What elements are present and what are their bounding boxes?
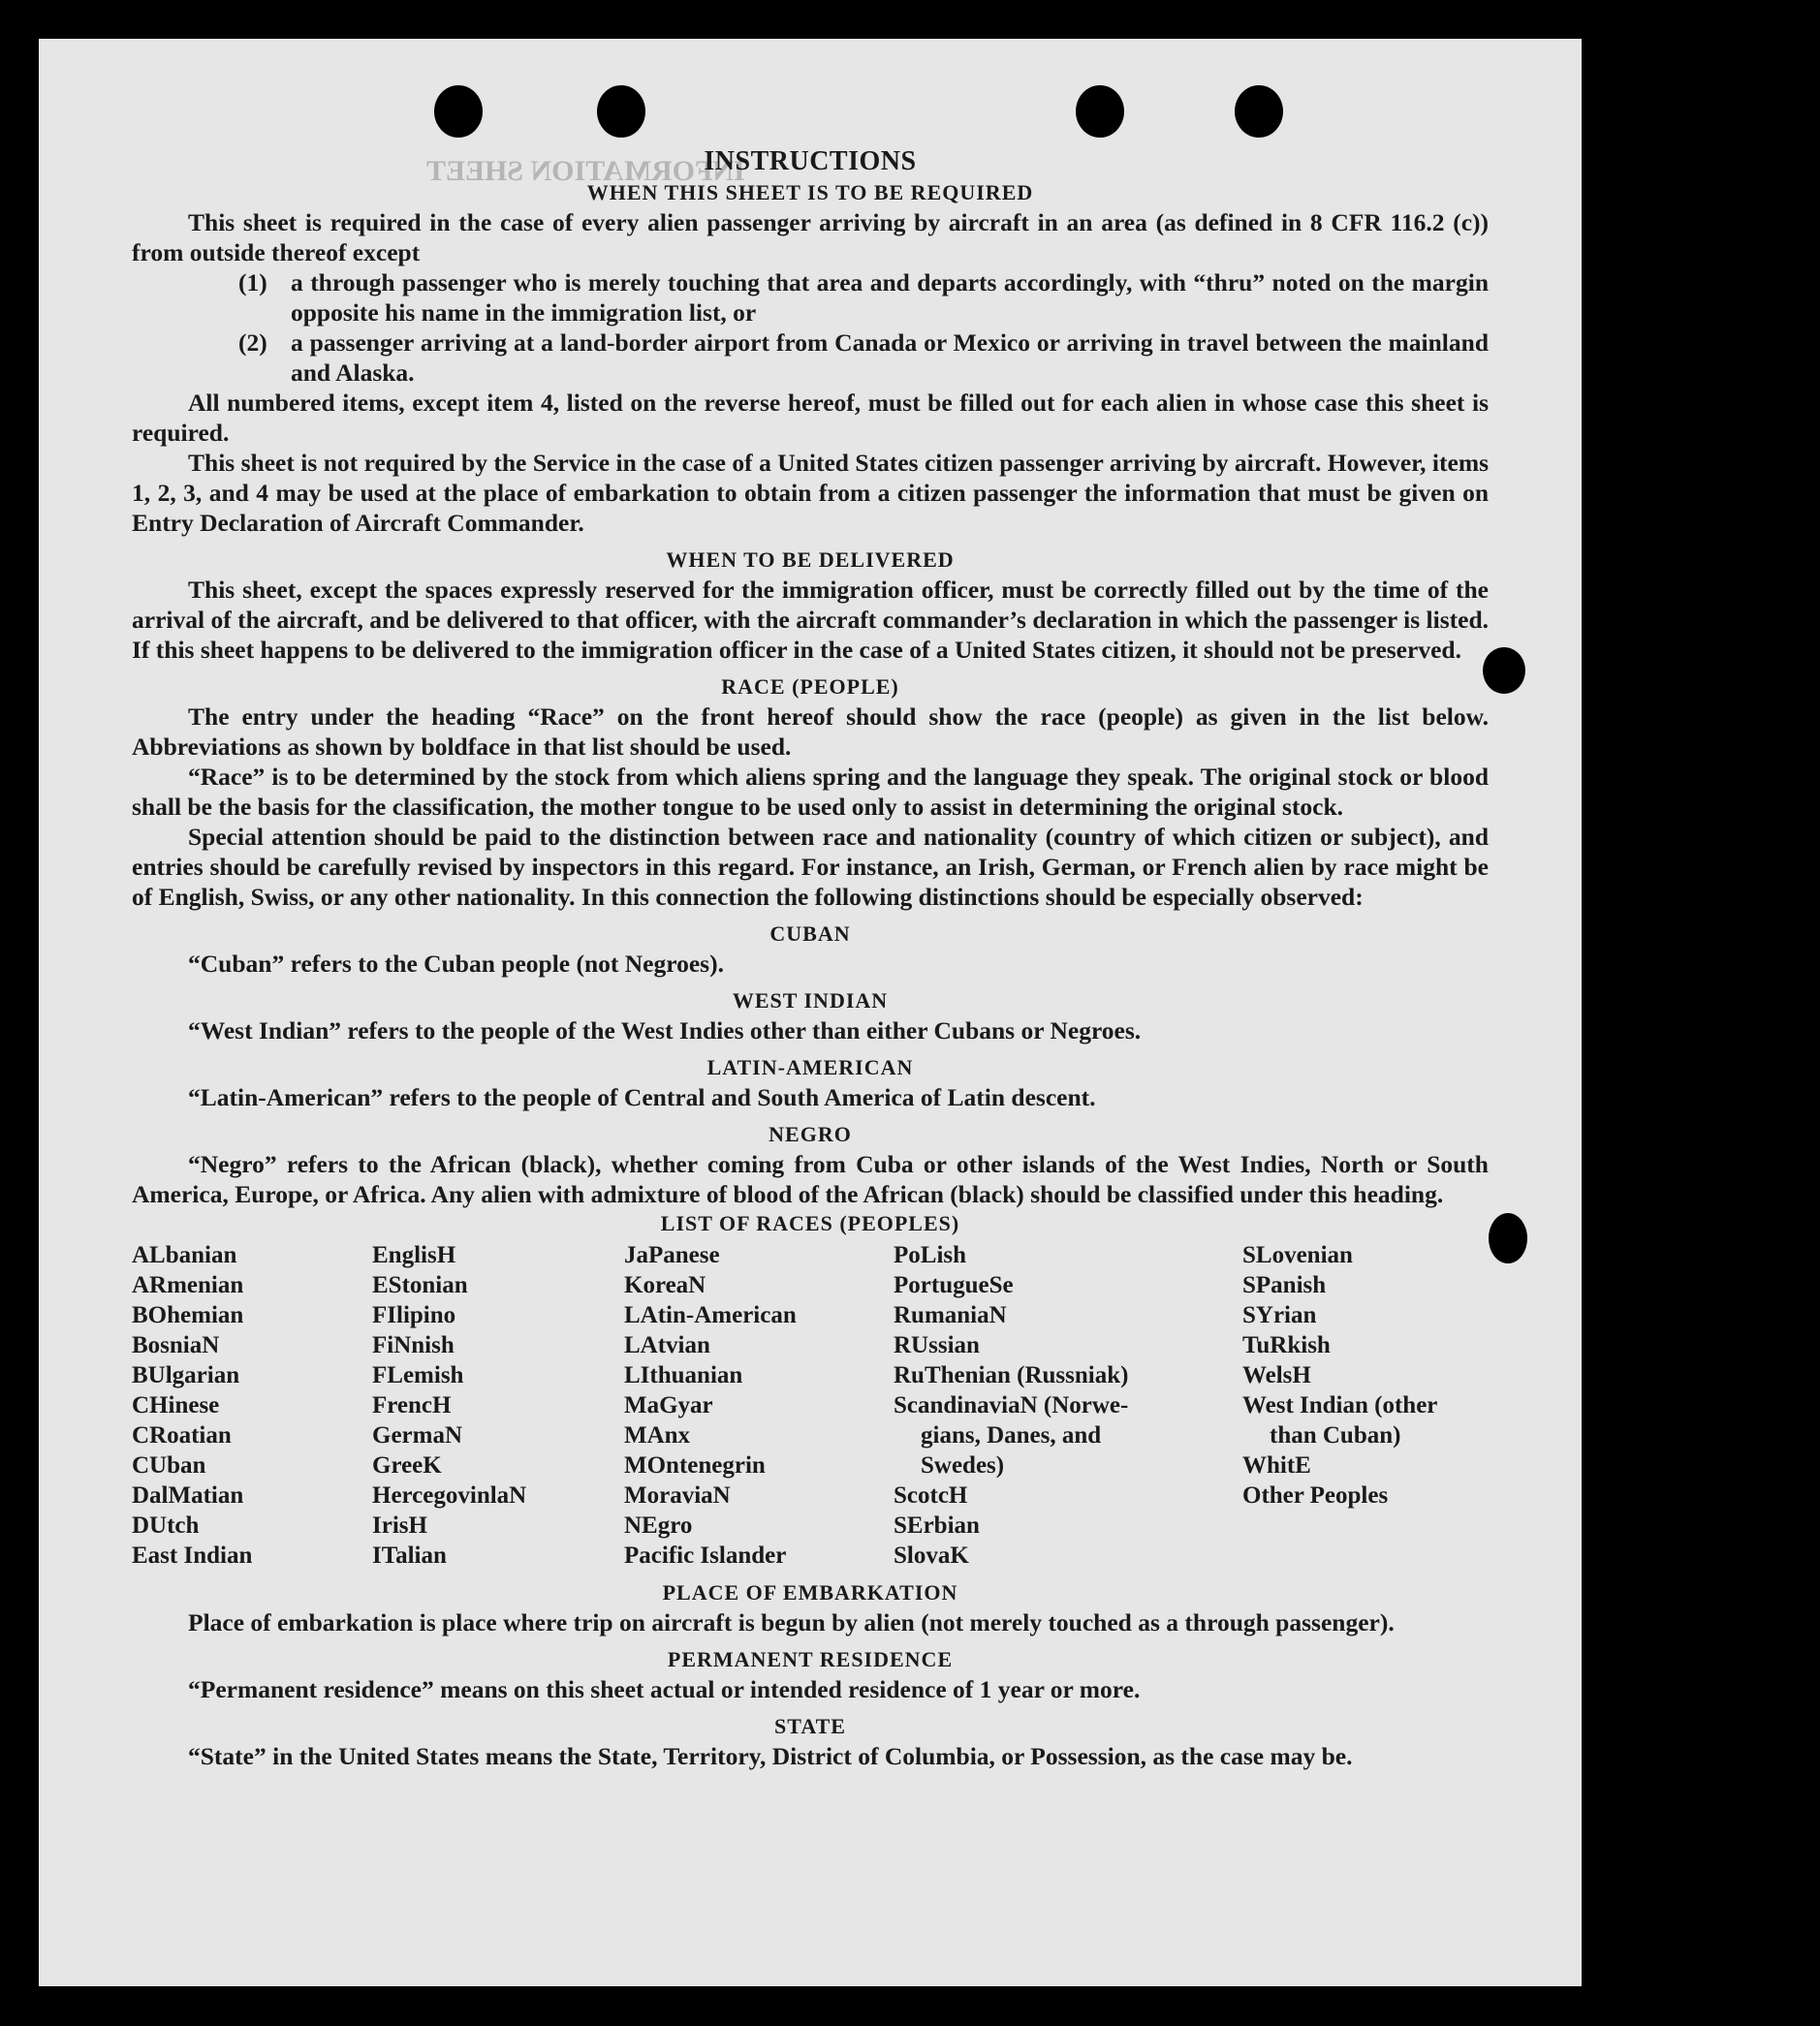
race-entry: Swedes) [921, 1452, 1005, 1479]
section-heading: LIST OF RACES (PEOPLES) [660, 1211, 960, 1235]
punch-hole [1235, 85, 1283, 138]
race-list [132, 1240, 1489, 1571]
race-entry: MoraviaN [624, 1482, 731, 1509]
race-column [372, 1240, 624, 1571]
race-entry: than Cuban) [1270, 1422, 1401, 1449]
race-entry: SYrian [1242, 1302, 1317, 1328]
section-heading: PERMANENT RESIDENCE [667, 1647, 954, 1671]
race-entry: GermaN [372, 1422, 463, 1449]
paragraph: “West Indian” refers to the people of the West Indies other than either Cubans or Negroes. [188, 1016, 1142, 1044]
race-entry: ScotcH [894, 1482, 968, 1509]
race-entry: gians, Danes, and [921, 1422, 1102, 1449]
race-entry: LAtin-American [624, 1302, 797, 1328]
race-entry: DUtch [132, 1512, 200, 1539]
punch-hole [1076, 85, 1124, 138]
race-column [1242, 1240, 1489, 1571]
item-number: (1) [238, 268, 267, 296]
race-column [894, 1240, 1242, 1571]
race-entry: MaGyar [624, 1392, 713, 1418]
section-heading: PLACE OF EMBARKATION [662, 1580, 958, 1605]
race-entry: FLemish [372, 1362, 464, 1388]
race-entry: SlovaK [894, 1543, 969, 1569]
punch-hole [434, 85, 483, 138]
race-entry: CUban [132, 1452, 206, 1479]
race-entry: WhitE [1242, 1452, 1311, 1479]
race-entry: ARmenian [132, 1272, 244, 1298]
section-heading: WHEN TO BE DELIVERED [666, 547, 955, 572]
race-entry: FIlipino [372, 1302, 456, 1328]
race-entry: CHinese [132, 1392, 220, 1418]
race-entry: SLovenian [1242, 1242, 1353, 1268]
race-entry: SErbian [894, 1512, 980, 1539]
item-text: a passenger arriving at a land-border airport from Canada or Mexico or arriving in travel between the mainland and Alaska. [291, 328, 1489, 387]
race-entry: TuRkish [1242, 1332, 1331, 1358]
paragraph: The entry under the heading “Race” on the front hereof should show the race (people) as given in the list below. Abbreviations as shown by boldface in that list should be used. [132, 702, 1489, 761]
race-entry: MAnx [624, 1422, 691, 1449]
race-entry: SPanish [1242, 1272, 1327, 1298]
paragraph: This sheet is required in the case of every alien passenger arriving by aircraft in an area (as defined in 8 CFR 116.2 (c)) from outside thereof except [132, 208, 1489, 266]
document-page [39, 39, 1582, 1986]
race-entry: ScandinaviaN (Norwe- [894, 1392, 1129, 1418]
race-entry: East Indian [132, 1543, 253, 1569]
race-entry: EnglisH [372, 1242, 456, 1268]
race-entry: LAtvian [624, 1332, 710, 1358]
section-heading: NEGRO [769, 1122, 852, 1146]
race-entry: FiNnish [372, 1332, 455, 1358]
race-entry: ALbanian [132, 1242, 237, 1268]
race-entry: PortugueSe [894, 1272, 1014, 1298]
section-heading: STATE [774, 1714, 846, 1738]
race-entry: EStonian [372, 1272, 468, 1298]
section-heading: CUBAN [769, 921, 851, 946]
race-entry: West Indian (other [1242, 1392, 1438, 1418]
race-entry: RUssian [894, 1332, 980, 1358]
race-entry: RumaniaN [894, 1302, 1007, 1328]
paragraph: “Negro” refers to the African (black), whether coming from Cuba or other islands of the West Indies, North or South America, Europe, or Africa. Any alien with admixture of blood of the African (black) should be classified under this heading. [132, 1150, 1489, 1208]
race-entry: Other Peoples [1242, 1482, 1389, 1509]
paragraph: Place of embarkation is place where trip on aircraft is begun by alien (not merely touched as a through passenger). [188, 1608, 1395, 1636]
paragraph: All numbered items, except item 4, listed on the reverse hereof, must be filled out for each alien in whose case this sheet is required. [132, 389, 1489, 447]
race-entry: WelsH [1242, 1362, 1311, 1388]
race-entry: PoLish [894, 1242, 967, 1268]
punch-hole [1489, 1213, 1527, 1263]
race-entry: BOhemian [132, 1302, 244, 1328]
paragraph: “State” in the United States means the State, Territory, District of Columbia, or Possession, as the case may be. [188, 1742, 1353, 1770]
item-text: a through passenger who is merely touching that area and departs accordingly, with “thru” noted on the margin opposite his name in the immigration list, or [291, 268, 1489, 327]
race-entry: LIthuanian [624, 1362, 743, 1388]
race-column [132, 1240, 372, 1571]
race-entry: MOntenegrin [624, 1452, 766, 1479]
punch-hole [597, 85, 645, 138]
race-entry: HercegovinlaN [372, 1482, 527, 1509]
race-entry: ITalian [372, 1543, 447, 1569]
race-column [624, 1240, 894, 1571]
paragraph: “Cuban” refers to the Cuban people (not Negroes). [188, 950, 724, 978]
paragraph: “Latin-American” refers to the people of Central and South America of Latin descent. [188, 1083, 1096, 1111]
instructions-body [132, 145, 1489, 1771]
race-entry: CRoatian [132, 1422, 232, 1449]
race-entry: Pacific Islander [624, 1543, 787, 1569]
section-heading: LATIN-AMERICAN [706, 1055, 914, 1079]
page-title: INSTRUCTIONS [704, 146, 917, 176]
item-number: (2) [238, 328, 267, 357]
race-entry: DalMatian [132, 1482, 244, 1509]
race-entry: BUlgarian [132, 1362, 240, 1388]
paragraph: This sheet is not required by the Service in the case of a United States citizen passenger arriving by aircraft. However, items 1, 2, 3, and 4 may be used at the place of embarkation to obtain from a citizen passenger the information that must be given on Entry Declaration of Aircraft Commander. [132, 449, 1489, 537]
section-heading: RACE (PEOPLE) [721, 674, 899, 699]
race-entry: JaPanese [624, 1242, 720, 1268]
paragraph: Special attention should be paid to the distinction between race and nationality (country of which citizen or subject), and entries should be carefully revised by inspectors in this regard. For instance, an Irish, German, or French alien by race might be of English, Swiss, or any other nationality. In this connection the following distinctions should be especially observed: [132, 823, 1489, 911]
race-entry: BosniaN [132, 1332, 220, 1358]
bleed-through-title: INFORMATION SHEET [426, 155, 745, 187]
section-heading: WHEN THIS SHEET IS TO BE REQUIRED [586, 180, 1034, 204]
paragraph: “Permanent residence” means on this sheet actual or intended residence of 1 year or more. [188, 1675, 1141, 1703]
race-entry: FrencH [372, 1392, 452, 1418]
race-entry: GreeK [372, 1452, 442, 1479]
section-heading: WEST INDIAN [732, 988, 889, 1013]
paragraph: “Race” is to be determined by the stock from which aliens spring and the language they speak. The original stock or blood shall be the basis for the classification, the mother tongue to be used only to assist in determining the original stock. [132, 763, 1489, 821]
list-item [238, 267, 1489, 327]
race-entry: KoreaN [624, 1272, 706, 1298]
list-item [238, 327, 1489, 388]
punch-hole [1483, 647, 1525, 694]
race-entry: RuThenian (Russniak) [894, 1362, 1129, 1388]
race-entry: IrisH [372, 1512, 427, 1539]
race-entry: NEgro [624, 1512, 693, 1539]
paragraph: This sheet, except the spaces expressly reserved for the immigration officer, must be correctly filled out by the time of the arrival of the aircraft, and be delivered to that officer, with the aircraft commander’s declaration in which the passenger is listed. If this sheet happens to be delivered to the immigration officer in the case of a United States citizen, it should not be preserved. [132, 576, 1489, 664]
